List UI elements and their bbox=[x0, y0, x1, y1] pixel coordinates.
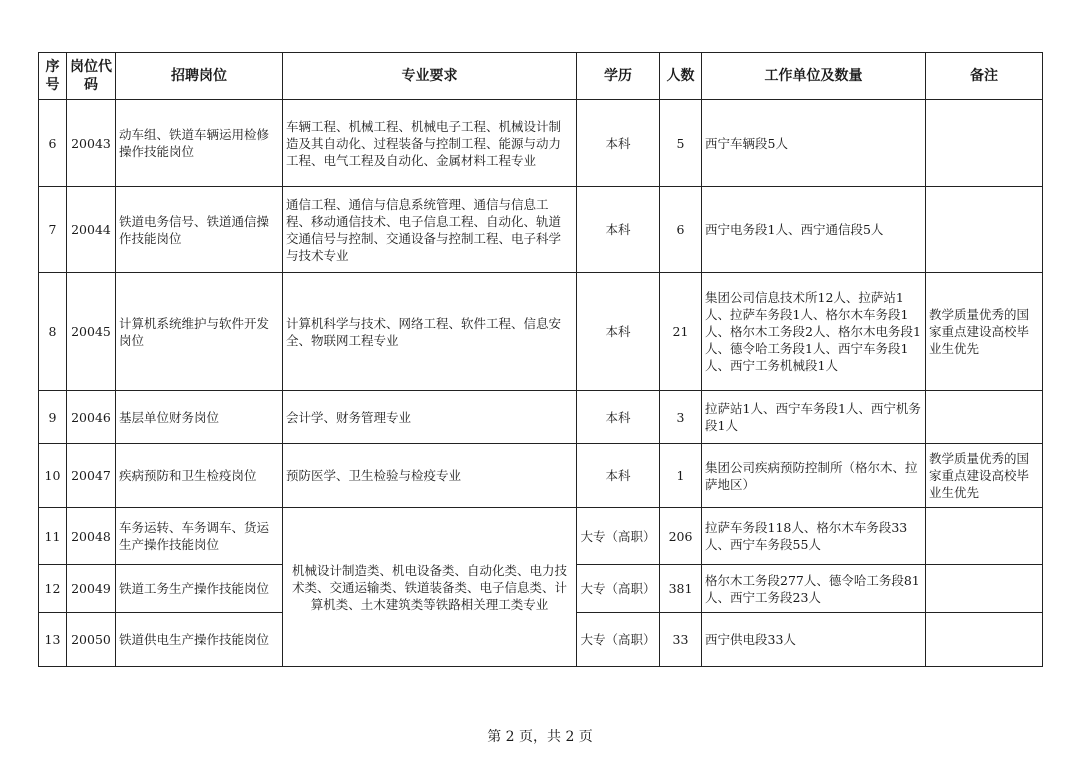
cell-code: 20043 bbox=[67, 100, 116, 187]
table-row bbox=[39, 391, 1043, 444]
header-position: 招聘岗位 bbox=[116, 53, 283, 100]
cell-merged-major: 机械设计制造类、机电设备类、自动化类、电力技术类、交通运输类、铁道装备类、电子信息类、计算机类、土木建筑类等铁路相关理工类专业 bbox=[283, 508, 577, 667]
cell-remark bbox=[926, 391, 1043, 444]
cell-major: 计算机科学与技术、网络工程、软件工程、信息安全、物联网工程专业 bbox=[283, 273, 577, 391]
cell-remark: 教学质量优秀的国家重点建设高校毕业生优先 bbox=[926, 444, 1043, 508]
table-row bbox=[39, 508, 1043, 565]
cell-position: 基层单位财务岗位 bbox=[116, 391, 283, 444]
cell-education: 大专（高职） bbox=[577, 508, 660, 565]
cell-code: 20046 bbox=[67, 391, 116, 444]
table-row bbox=[39, 100, 1043, 187]
table-row bbox=[39, 273, 1043, 391]
cell-remark: 教学质量优秀的国家重点建设高校毕业生优先 bbox=[926, 273, 1043, 391]
cell-seq: 12 bbox=[39, 565, 67, 613]
cell-units: 格尔木工务段277人、德令哈工务段81人、西宁工务段23人 bbox=[702, 565, 926, 613]
table-row bbox=[39, 187, 1043, 273]
cell-major: 车辆工程、机械工程、机械电子工程、机械设计制造及其自动化、过程装备与控制工程、能源与动力工程、电气工程及自动化、金属材料工程专业 bbox=[283, 100, 577, 187]
cell-seq: 10 bbox=[39, 444, 67, 508]
cell-count: 33 bbox=[660, 613, 702, 667]
cell-position: 车务运转、车务调车、货运生产操作技能岗位 bbox=[116, 508, 283, 565]
table-row bbox=[39, 444, 1043, 508]
recruitment-table bbox=[38, 52, 1043, 667]
cell-units: 拉萨站1人、西宁车务段1人、西宁机务段1人 bbox=[702, 391, 926, 444]
cell-major: 通信工程、通信与信息系统管理、通信与信息工程、移动通信技术、电子信息工程、自动化、轨道交通信号与控制、交通设备与控制工程、电子科学与技术专业 bbox=[283, 187, 577, 273]
cell-position: 铁道供电生产操作技能岗位 bbox=[116, 613, 283, 667]
cell-code: 20049 bbox=[67, 565, 116, 613]
cell-major: 会计学、财务管理专业 bbox=[283, 391, 577, 444]
cell-remark bbox=[926, 508, 1043, 565]
cell-remark bbox=[926, 565, 1043, 613]
cell-code: 20047 bbox=[67, 444, 116, 508]
cell-units: 集团公司疾病预防控制所（格尔木、拉萨地区） bbox=[702, 444, 926, 508]
cell-education: 大专（高职） bbox=[577, 565, 660, 613]
header-seq: 序号 bbox=[39, 53, 67, 100]
header-education: 学历 bbox=[577, 53, 660, 100]
cell-units: 西宁电务段1人、西宁通信段5人 bbox=[702, 187, 926, 273]
cell-units: 西宁车辆段5人 bbox=[702, 100, 926, 187]
cell-count: 1 bbox=[660, 444, 702, 508]
header-count: 人数 bbox=[660, 53, 702, 100]
cell-seq: 6 bbox=[39, 100, 67, 187]
cell-units: 集团公司信息技术所12人、拉萨站1人、拉萨车务段1人、格尔木车务段1人、格尔木工务段2人、格尔木电务段1人、德令哈工务段1人、西宁车务段1人、西宁工务机械段1人 bbox=[702, 273, 926, 391]
cell-seq: 13 bbox=[39, 613, 67, 667]
cell-education: 本科 bbox=[577, 444, 660, 508]
cell-seq: 9 bbox=[39, 391, 67, 444]
cell-position: 铁道电务信号、铁道通信操作技能岗位 bbox=[116, 187, 283, 273]
cell-count: 206 bbox=[660, 508, 702, 565]
cell-count: 3 bbox=[660, 391, 702, 444]
cell-position: 疾病预防和卫生检疫岗位 bbox=[116, 444, 283, 508]
cell-code: 20050 bbox=[67, 613, 116, 667]
table-header-row bbox=[39, 53, 1043, 100]
cell-seq: 7 bbox=[39, 187, 67, 273]
cell-count: 5 bbox=[660, 100, 702, 187]
cell-code: 20045 bbox=[67, 273, 116, 391]
cell-education: 本科 bbox=[577, 273, 660, 391]
cell-remark bbox=[926, 613, 1043, 667]
cell-seq: 8 bbox=[39, 273, 67, 391]
cell-education: 本科 bbox=[577, 187, 660, 273]
cell-seq: 11 bbox=[39, 508, 67, 565]
cell-position: 动车组、铁道车辆运用检修操作技能岗位 bbox=[116, 100, 283, 187]
header-major: 专业要求 bbox=[283, 53, 577, 100]
cell-major: 预防医学、卫生检验与检疫专业 bbox=[283, 444, 577, 508]
cell-education: 本科 bbox=[577, 391, 660, 444]
cell-remark bbox=[926, 187, 1043, 273]
cell-position: 铁道工务生产操作技能岗位 bbox=[116, 565, 283, 613]
cell-count: 381 bbox=[660, 565, 702, 613]
cell-units: 西宁供电段33人 bbox=[702, 613, 926, 667]
cell-remark bbox=[926, 100, 1043, 187]
cell-position: 计算机系统维护与软件开发岗位 bbox=[116, 273, 283, 391]
cell-units: 拉萨车务段118人、格尔木车务段33人、西宁车务段55人 bbox=[702, 508, 926, 565]
cell-education: 大专（高职） bbox=[577, 613, 660, 667]
cell-code: 20044 bbox=[67, 187, 116, 273]
cell-code: 20048 bbox=[67, 508, 116, 565]
header-units: 工作单位及数量 bbox=[702, 53, 926, 100]
cell-education: 本科 bbox=[577, 100, 660, 187]
page-footer: 第 2 页，共 2 页 bbox=[487, 729, 593, 745]
header-code: 岗位代码 bbox=[67, 53, 116, 100]
header-remark: 备注 bbox=[926, 53, 1043, 100]
cell-count: 21 bbox=[660, 273, 702, 391]
cell-count: 6 bbox=[660, 187, 702, 273]
